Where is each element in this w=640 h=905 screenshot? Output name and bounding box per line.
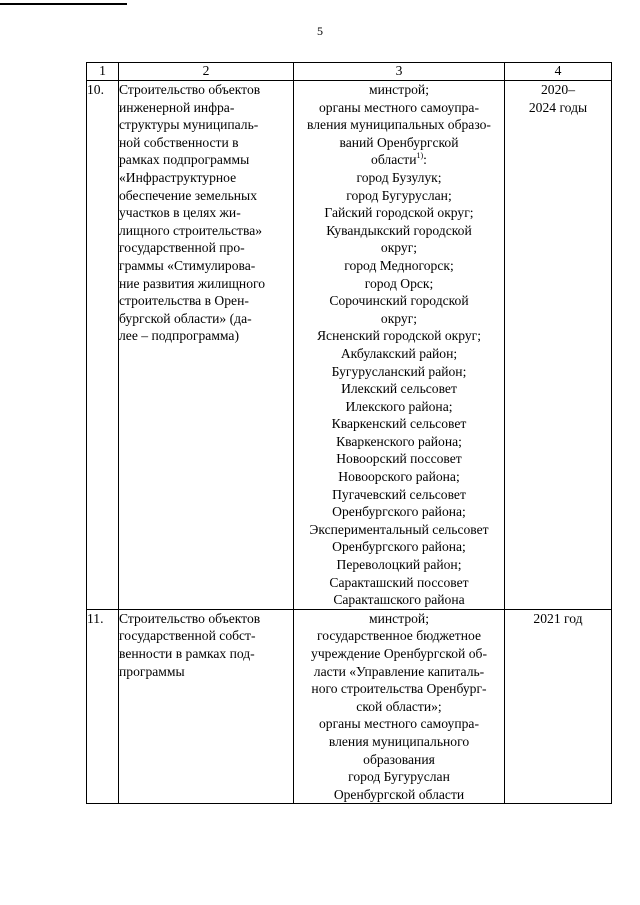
text-line: программы <box>119 663 185 679</box>
table-row <box>87 81 612 610</box>
text-line: «Инфраструктурное <box>119 169 237 185</box>
header-col-4: 4 <box>505 63 612 81</box>
text-line: обеспечение земельных <box>119 187 257 203</box>
footnote-suffix: : <box>423 152 427 168</box>
text-line: минстрой; <box>369 82 429 97</box>
text-line: Ясненский городской округ; <box>316 328 481 344</box>
text-line: округ; <box>380 310 418 326</box>
text-line: ской области»; <box>356 698 442 714</box>
text-line: город Бугуруслан <box>348 769 450 785</box>
text-line: 2021 год <box>533 610 583 626</box>
text-line: Саракташский поссовет <box>329 574 469 590</box>
text-line: ной собственности в <box>119 134 239 150</box>
text-line: город Медногорск; <box>344 257 454 273</box>
text-line: Новоорский поссовет <box>336 451 462 467</box>
text-line: государственное бюджетное <box>317 628 481 644</box>
text-line: образования <box>363 751 435 767</box>
row-number: 11. <box>87 609 119 804</box>
text-line: Гайский городской округ; <box>324 205 474 221</box>
text-line: Илекский сельсовет <box>341 381 457 397</box>
text-line: ние развития жилищного <box>119 275 266 291</box>
measure-name <box>119 81 294 610</box>
text-line: округ; <box>380 240 418 256</box>
text-line: 2020– <box>541 82 575 97</box>
header-col-2: 2 <box>119 63 294 81</box>
text-line: Кувандыкский городской <box>326 222 472 238</box>
top-rule <box>0 3 127 5</box>
text-line: минстрой; <box>369 610 429 626</box>
text-line: ваний Оренбургской <box>339 134 459 150</box>
text-line: 2024 годы <box>528 99 588 115</box>
text-line: вления муниципального <box>328 733 470 749</box>
text-line: Кваркенский сельсовет <box>331 416 467 432</box>
term <box>505 609 612 804</box>
footnote-mark: 1) <box>416 151 424 161</box>
measure-name <box>119 609 294 804</box>
text-line: Экспериментальный сельсовет <box>309 521 489 537</box>
text-line: Кваркенского района; <box>336 433 462 449</box>
text-line: Бугурусланский район; <box>331 363 467 379</box>
text-line: венности в рамках под- <box>119 646 255 661</box>
text-line: органы местного самоупра- <box>318 716 479 732</box>
text-line: город Бугуруслан; <box>346 187 452 203</box>
header-col-3: 3 <box>294 63 505 81</box>
text-line: город Орск; <box>364 275 434 291</box>
text-line: государственной про- <box>119 240 245 256</box>
text-line: Строительство объектов <box>119 610 261 626</box>
document-table <box>86 62 612 804</box>
text-line: ласти «Управление капиталь- <box>313 663 485 679</box>
text-line: Саракташского района <box>333 592 465 608</box>
text-line: органы местного самоупра- <box>318 99 479 115</box>
text-line: ного строительства Оренбург- <box>311 681 487 697</box>
text-line: бургской области» (да- <box>119 310 252 326</box>
text-line: строительства в Орен- <box>119 293 249 309</box>
text-line: город Бузулук; <box>356 169 442 185</box>
text-line: лищного строительства» <box>119 222 263 238</box>
text-line: лее – подпрограмма) <box>119 328 239 344</box>
table-row <box>87 609 612 804</box>
text-line: рамках подпрограммы <box>119 152 250 168</box>
page-number: 5 <box>317 24 323 38</box>
text-line: Строительство объектов <box>119 82 261 97</box>
text-line: вления муниципальных образо- <box>307 117 491 133</box>
text-line: государственной собст- <box>119 628 256 644</box>
text-line: Пугачевский сельсовет <box>332 486 466 502</box>
text-line: Новоорского района; <box>338 469 460 485</box>
text-line: области$^{1)}$: <box>371 151 427 168</box>
text-line: структуры муниципаль- <box>119 117 259 133</box>
text-line: Переволоцкий район; <box>336 557 462 573</box>
text-line: инженерной инфра- <box>119 99 235 115</box>
text-line: граммы «Стимулирова- <box>119 257 256 273</box>
header-col-1: 1 <box>87 63 119 81</box>
text-line: участков в целях жи- <box>119 205 241 221</box>
term <box>505 81 612 610</box>
text-line: Оренбургского района; <box>332 539 466 555</box>
executors <box>294 609 505 804</box>
table-header-row <box>87 63 612 81</box>
text-line: Акбулакский район; <box>340 345 458 361</box>
row-number: 10. <box>87 81 119 610</box>
executors <box>294 81 505 610</box>
text-line: Илекского района; <box>345 398 453 414</box>
text-line: Оренбургской области <box>333 786 465 802</box>
text-line: Оренбургского района; <box>332 504 466 520</box>
text-line: учреждение Оренбургской об- <box>311 646 487 661</box>
text-line: Сорочинский городской <box>329 293 469 309</box>
